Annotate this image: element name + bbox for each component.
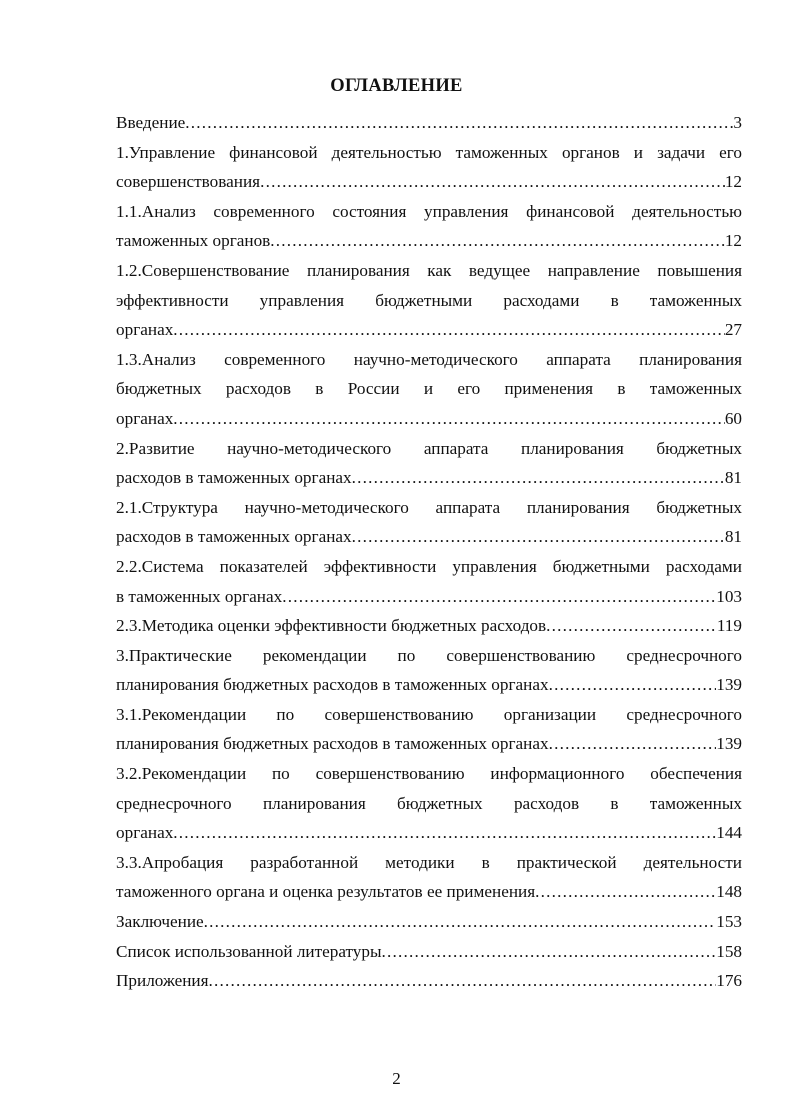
toc-entry-text: Список использованной литературы	[116, 941, 382, 961]
toc-entry-text: расходов в таможенных органах	[116, 468, 352, 488]
toc-line	[116, 108, 742, 138]
toc-entry-section-3-1[interactable]	[116, 700, 742, 759]
toc-entry-chapter-1[interactable]	[116, 138, 742, 197]
toc-entry-text: бюджетных расходов в России и его применения в таможенных	[116, 379, 742, 399]
toc-line	[116, 729, 742, 759]
toc-entry-text: расходов в таможенных органах	[116, 527, 352, 547]
toc-page-number: 119	[716, 616, 742, 636]
toc-entry-conclusion[interactable]	[116, 907, 742, 937]
toc-entry-intro[interactable]	[116, 108, 742, 138]
table-of-contents	[116, 108, 742, 996]
toc-entry-text: Приложения	[116, 971, 209, 991]
toc-line	[116, 522, 742, 552]
toc-entry-text: органах	[116, 823, 174, 843]
toc-page-number: 139	[716, 675, 742, 695]
toc-entry-text: 1.Управление финансовой деятельностью таможенных органов и задачи его	[116, 142, 742, 162]
toc-entry-section-3-3[interactable]	[116, 848, 742, 907]
toc-line	[116, 937, 742, 967]
toc-entry-text: планирования бюджетных расходов в таможенных органах	[116, 734, 549, 754]
leader-dots	[382, 937, 717, 967]
toc-line	[116, 966, 742, 996]
leader-dots	[204, 907, 717, 937]
toc-page-number: 103	[716, 586, 742, 606]
toc-entry-chapter-3[interactable]	[116, 641, 742, 700]
toc-entry-text: 3.1.Рекомендации по совершенствованию организации среднесрочного	[116, 704, 742, 724]
leader-dots	[270, 226, 725, 256]
toc-line	[116, 315, 742, 345]
toc-page-number: 148	[716, 882, 742, 902]
leader-dots	[185, 108, 733, 138]
toc-entry-section-2-2[interactable]	[116, 552, 742, 611]
toc-line	[116, 167, 742, 197]
toc-entry-text: органах	[116, 320, 174, 340]
toc-page-number: 12	[724, 172, 742, 192]
toc-entry-text: 1.2.Совершенствование планирования как ведущее направление повышения	[116, 260, 742, 280]
toc-page-number: 176	[716, 971, 742, 991]
toc-entry-text: 2.Развитие научно-методического аппарата планирования бюджетных	[116, 438, 742, 458]
toc-entry-text: Заключение	[116, 912, 204, 932]
leader-dots	[260, 167, 725, 197]
toc-entry-text: среднесрочного планирования бюджетных расходов в таможенных	[116, 793, 742, 813]
toc-entry-text: планирования бюджетных расходов в таможенных органах	[116, 675, 549, 695]
toc-line	[116, 226, 742, 256]
toc-line	[116, 404, 742, 434]
toc-entry-text: 2.3.Методика оценки эффективности бюджетных расходов	[116, 616, 547, 636]
toc-entry-chapter-2[interactable]	[116, 434, 742, 493]
leader-dots	[282, 582, 716, 612]
toc-entry-text: 3.3.Апробация разработанной методики в практической деятельности	[116, 852, 742, 872]
toc-line	[116, 818, 742, 848]
toc-line	[116, 463, 742, 493]
toc-page-number: 153	[716, 912, 742, 932]
toc-entry-text: органах	[116, 408, 174, 428]
toc-page-number: 139	[716, 734, 742, 754]
toc-entry-text: Введение	[116, 113, 186, 132]
leader-dots	[546, 611, 717, 641]
toc-page-number: 3	[733, 113, 742, 132]
toc-entry-section-1-2[interactable]	[116, 256, 742, 345]
leader-dots	[173, 315, 725, 345]
toc-entry-references[interactable]	[116, 937, 742, 967]
toc-entry-section-3-2[interactable]	[116, 759, 742, 848]
leader-dots	[209, 966, 717, 996]
leader-dots	[173, 404, 725, 434]
leader-dots	[549, 729, 717, 759]
toc-entry-text: таможенного органа и оценка результатов ее применения	[116, 882, 536, 902]
toc-entry-text: 3.2.Рекомендации по совершенствованию информационного обеспечения	[116, 764, 742, 784]
toc-line	[116, 670, 742, 700]
toc-line	[116, 907, 742, 937]
toc-entry-text: в таможенных органах	[116, 586, 283, 606]
toc-title: ОГЛАВЛЕНИЕ	[330, 76, 463, 96]
leader-dots	[352, 522, 725, 552]
toc-entry-text: таможенных органов	[116, 231, 271, 251]
leader-dots	[352, 463, 725, 493]
toc-line	[116, 877, 742, 907]
toc-page-number: 12	[724, 231, 742, 251]
toc-entry-text: 2.1.Структура научно-методического аппарата планирования бюджетных	[116, 497, 742, 517]
toc-entry-text: эффективности управления бюджетными расходами в таможенных	[116, 290, 742, 310]
toc-entry-text: 1.3.Анализ современного научно-методического аппарата планирования	[116, 349, 742, 369]
toc-entry-section-1-3[interactable]	[116, 345, 742, 434]
toc-entry-section-2-3[interactable]	[116, 611, 742, 641]
toc-page-number: 81	[724, 468, 742, 488]
page-number: 2	[392, 1069, 401, 1088]
leader-dots	[549, 670, 717, 700]
toc-entry-text: 1.1.Анализ современного состояния управления финансовой деятельностью	[116, 201, 742, 221]
toc-line	[116, 611, 742, 641]
toc-entry-text: совершенствования	[116, 172, 261, 192]
toc-entry-appendices[interactable]	[116, 966, 742, 996]
toc-entry-section-2-1[interactable]	[116, 493, 742, 552]
toc-page-number: 81	[724, 527, 742, 547]
toc-page-number: 60	[724, 408, 742, 428]
toc-entry-text: 3.Практические рекомендации по совершенствованию среднесрочного	[116, 645, 742, 665]
leader-dots	[535, 877, 716, 907]
toc-page-number: 158	[716, 941, 742, 961]
leader-dots	[173, 818, 716, 848]
toc-page-number: 144	[716, 823, 742, 843]
toc-page-number: 27	[724, 320, 742, 340]
toc-line	[116, 582, 742, 612]
toc-entry-text: 2.2.Система показателей эффективности управления бюджетными расходами	[116, 556, 742, 576]
toc-entry-section-1-1[interactable]	[116, 197, 742, 256]
